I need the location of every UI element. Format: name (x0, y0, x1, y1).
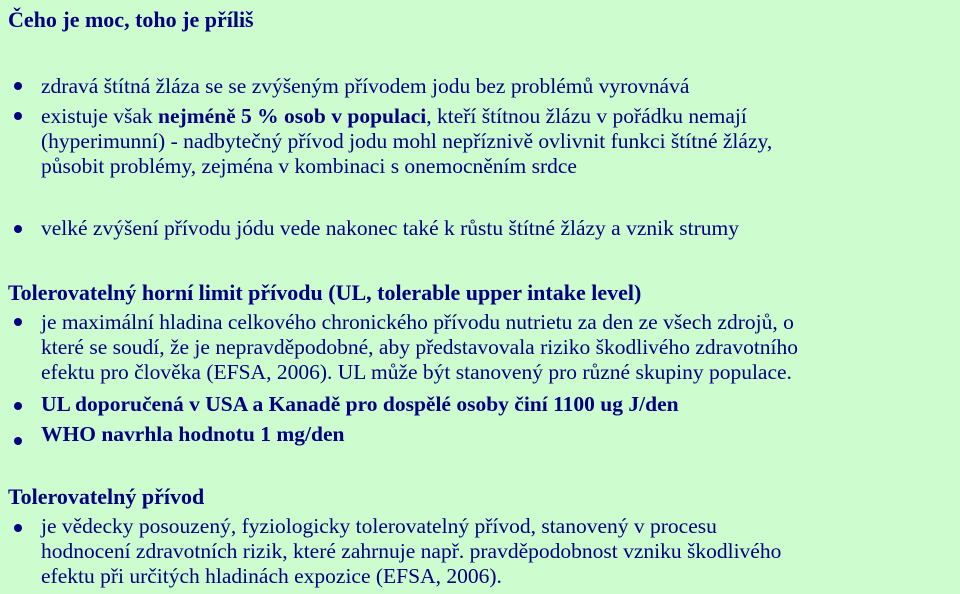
list-item: UL doporučená v USA a Kanadě pro dospělé osoby činí 1100 ug J/den (41, 392, 679, 416)
list-item-line: působit problémy, zejména v kombinaci s onemocněním srdce (41, 154, 577, 178)
list-item: zdravá štítná žláza se se zvýšeným přívodem jodu bez problémů vyrovnává (41, 74, 690, 98)
list-item-line: které se soudí, že je nepravděpodobné, aby představovala riziko škodlivého zdravotního (41, 335, 799, 359)
list-item-line: (hyperimunní) - nadbytečný přívod jodu mohl nepříznivě ovlivnit funkci štítné žlázy, (41, 129, 773, 153)
page-title: Čeho je moc, toho je příliš (8, 7, 254, 32)
section-heading: Tolerovatelný přívod (8, 484, 205, 509)
text-span: existuje však (41, 104, 159, 128)
list-item-line: efektu pro člověka (EFSA, 2006). UL může být stanovený pro různé skupiny populace. (41, 360, 792, 384)
text-span: , kteří štítnou žlázu v pořádku nemají (426, 104, 747, 128)
list-item (41, 105, 956, 127)
bullet-icon (14, 437, 22, 445)
list-item: velké zvýšení přívodu jódu vede nakonec také k růstu štítné žlázy a vznik strumy (41, 216, 739, 240)
list-item: WHO navrhla hodnotu 1 mg/den (41, 422, 345, 446)
bullet-icon (14, 225, 22, 233)
list-item-line: hodnocení zdravotních rizik, které zahrnuje např. pravděpodobnost vzniku škodlivého (41, 539, 782, 563)
section-heading: Tolerovatelný horní limit přívodu (UL, tolerable upper intake level) (8, 280, 642, 305)
bold-text: nejméně 5 % osob v populaci (158, 104, 427, 128)
bullet-icon (14, 524, 22, 532)
list-item: je vědecky posouzený, fyziologicky tolerovatelný přívod, stanovený v procesu (41, 514, 717, 538)
list-item: je maximální hladina celkového chronického přívodu nutrietu za den ze všech zdrojů, o (41, 310, 794, 334)
bullet-icon (14, 112, 22, 120)
bullet-icon (14, 82, 22, 90)
bullet-icon (14, 318, 22, 326)
list-item-line: efektu při určitých hladinách expozice (EFSA, 2006). (41, 564, 502, 588)
bullet-icon (14, 402, 22, 410)
